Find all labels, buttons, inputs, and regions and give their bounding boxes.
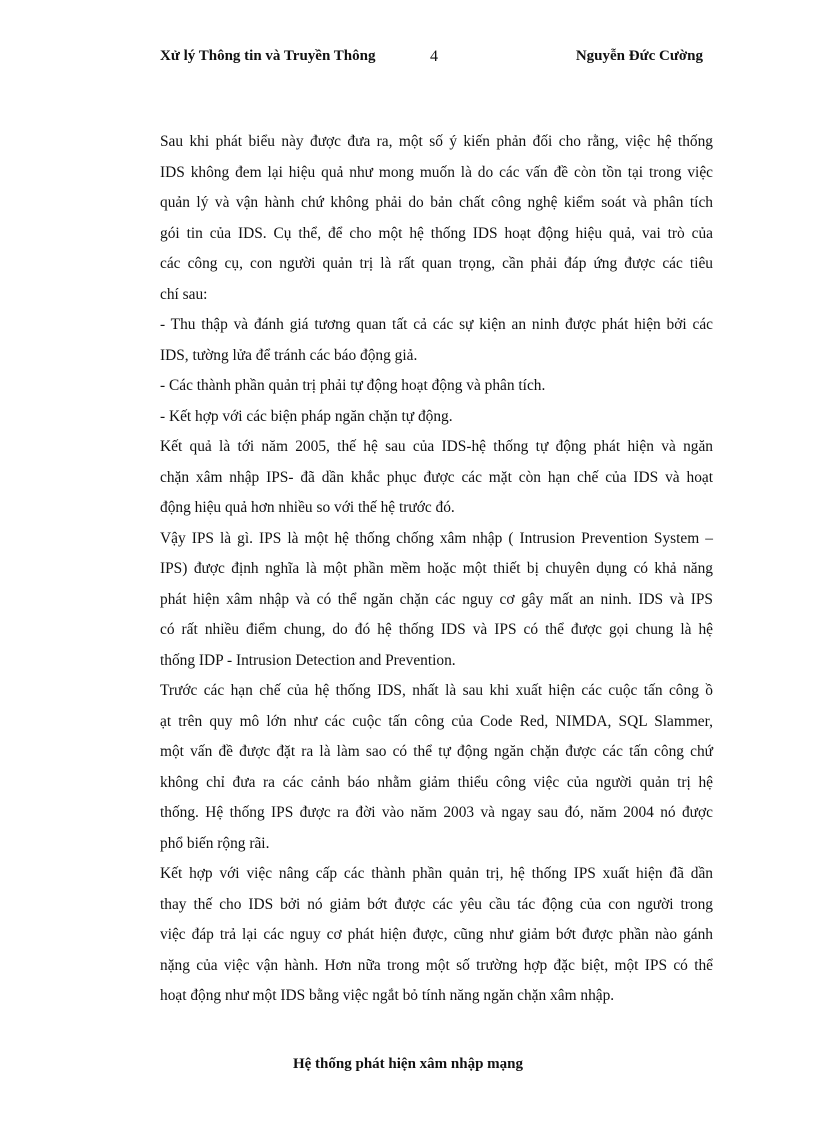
text-line: - Các thành phần quản trị phải tự động hoạt động và phân tích. bbox=[160, 377, 546, 394]
text-line: các công cụ, con người quản trị là rất quan trọng, cần phải đáp ứng được các tiêu bbox=[160, 255, 713, 272]
text-line: Vậy IPS là gì. IPS là một hệ thống chống xâm nhập ( Intrusion Prevention System – bbox=[160, 529, 713, 547]
text-line: Sau khi phát biểu này được đưa ra, một số ý kiến phản đối cho rằng, việc hệ thống bbox=[160, 133, 713, 150]
text-line: việc đáp trả lại các nguy cơ phát hiện được, cũng như giảm bớt được phần nào gánh bbox=[160, 926, 713, 943]
page-footer: Hệ thống phát hiện xâm nhập mạng bbox=[292, 1056, 524, 1072]
text-line: phổ biến rộng rãi. bbox=[160, 834, 270, 852]
text-line: ạt trên quy mô lớn như các cuộc tấn công của Code Red, NIMDA, SQL Slammer, bbox=[160, 712, 713, 730]
text-line: hoạt động như một IDS bằng việc ngắt bỏ tính năng ngăn chặn xâm nhập. bbox=[160, 987, 615, 1004]
page-number: 4 bbox=[430, 48, 438, 65]
text-line: động hiệu quả hơn nhiều so với thế hệ trước đó. bbox=[160, 499, 455, 516]
text-line: nặng của việc vận hành. Hơn nữa trong một số trường hợp đặc biệt, một IPS có thể bbox=[160, 956, 713, 974]
text-line: IPS) được định nghĩa là một phần mềm hoặc một thiết bị chuyên dụng có khả năng bbox=[160, 560, 713, 577]
text-line: có rất nhiều điểm chung, do đó hệ thống IDS và IPS có thể được gọi chung là hệ bbox=[160, 621, 713, 638]
text-line: Kết quả là tới năm 2005, thế hệ sau của IDS-hệ thống tự động phát hiện và ngăn bbox=[160, 438, 713, 455]
text-line: một vấn đề được đặt ra là làm sao có thể tự động ngăn chặn được các tấn công chứ bbox=[160, 743, 713, 760]
text-line: thống. Hệ thống IPS được ra đời vào năm 2003 và ngay sau đó, năm 2004 nó được bbox=[160, 804, 713, 821]
text-line: chí sau: bbox=[160, 285, 208, 303]
text-line: Trước các hạn chế của hệ thống IDS, nhất là sau khi xuất hiện các cuộc tấn công ồ bbox=[160, 682, 713, 699]
text-line: - Kết hợp với các biện pháp ngăn chặn tự động. bbox=[160, 407, 453, 425]
text-line: thống IDP - Intrusion Detection and Prevention. bbox=[160, 651, 456, 669]
text-line: không chỉ đưa ra các cảnh báo nhằm giảm thiểu công việc của người quản trị hệ bbox=[160, 773, 713, 791]
text-line: quản lý và vận hành chứ không phải do bản chất công nghệ kiểm soát và phân tích bbox=[160, 194, 713, 211]
text-line: IDS không đem lại hiệu quả như mong muốn là do các vấn đề còn tồn tại trong việc bbox=[160, 163, 713, 181]
header-author: Nguyễn Đức Cường bbox=[575, 48, 703, 64]
page-header bbox=[160, 48, 705, 70]
text-line: - Thu thập và đánh giá tương quan tất cả các sự kiện an ninh được phát hiện bởi các bbox=[160, 316, 713, 333]
text-line: phát hiện xâm nhập và có thể ngăn chặn các nguy cơ gây mất an ninh. IDS và IPS bbox=[160, 590, 713, 608]
text-line: Kết hợp với việc nâng cấp các thành phần quản trị, hệ thống IPS xuất hiện đã dần bbox=[160, 865, 713, 882]
text-line: chặn xâm nhập IPS- đã dần khắc phục được các mặt còn hạn chế của IDS và hoạt bbox=[160, 468, 713, 486]
body-text bbox=[160, 127, 713, 1012]
text-line: thay thế cho IDS bởi nó giảm bớt được các yêu cầu tác động của con người trong bbox=[160, 895, 713, 913]
text-line: IDS, tường lửa để tránh các báo động giả. bbox=[160, 346, 418, 364]
header-course-title: Xử lý Thông tin và Truyền Thông bbox=[160, 48, 376, 64]
text-line: gói tin của IDS. Cụ thể, để cho một hệ thống IDS hoạt động hiệu quả, vai trò của bbox=[160, 224, 713, 242]
